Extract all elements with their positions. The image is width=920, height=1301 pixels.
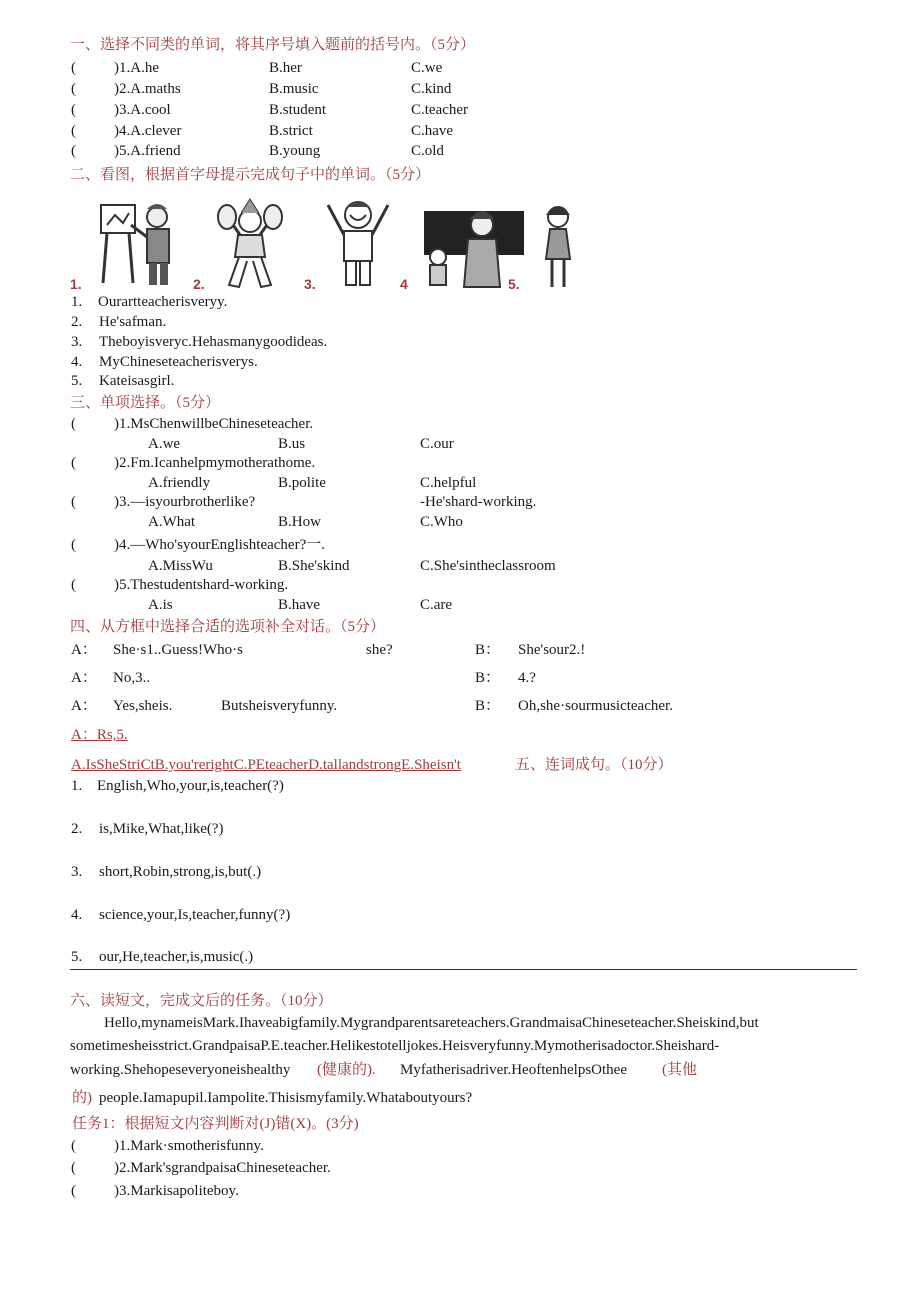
option-c: C.Who xyxy=(420,514,463,530)
clown-picture xyxy=(205,195,295,295)
item-text: our,He,teacher,is,music(.) xyxy=(99,949,254,965)
section2-title: 二、看图，根据首字母提示完成句子中的单词。（5分） xyxy=(70,167,431,183)
passage-gloss: 的) xyxy=(72,1090,92,1106)
item-number: 1. xyxy=(71,778,83,794)
question-text: )4.—Who'syourEnglishteacher?一. xyxy=(114,537,325,553)
section5-title: 五、连词成句。（10分） xyxy=(515,757,673,773)
answer-bracket[interactable]: ( xyxy=(71,60,76,76)
speaker-a: A： xyxy=(71,698,97,714)
option-b: B.strict xyxy=(269,123,313,139)
option-c: C.teacher xyxy=(411,102,469,118)
option-a: A.What xyxy=(148,514,196,530)
option-c: C.old xyxy=(411,143,444,159)
item-text: short,Robin,strong,is,but(.) xyxy=(99,864,262,880)
clever-boy-picture xyxy=(318,195,398,295)
option-c: C.are xyxy=(420,597,453,613)
item-text: science,your,Is,teacher,funny(?) xyxy=(99,907,291,923)
option-c: C.we xyxy=(411,60,443,76)
picture-label: 5. xyxy=(508,276,520,292)
answer-bracket[interactable]: ( xyxy=(71,537,76,553)
passage-text: working.Shehopeseveryoneishealthy xyxy=(70,1062,291,1078)
passage-text: Myfatherisadriver.HeoftenhelpsOthee xyxy=(400,1062,627,1078)
dialogue-answer: -He'shard-working. xyxy=(420,494,537,510)
section3-title: 三、单项选择。（5分） xyxy=(70,395,221,411)
question-text: )1.MsChenwillbeChineseteacher. xyxy=(114,416,314,432)
picture-label: 1. xyxy=(70,276,82,292)
question-text: )5.Thestudentshard-working. xyxy=(114,577,289,593)
speaker-a-text-cont: she? xyxy=(366,642,393,658)
item-number: 5. xyxy=(71,949,83,965)
question-option-a: )4.A.clever xyxy=(114,123,182,139)
option-a: A.is xyxy=(148,597,173,613)
task1-title: 任务1：根据短文内容判断对(J)错(X)。(3分) xyxy=(72,1116,359,1132)
speaker-b-text: Oh,she·sourmusicteacher. xyxy=(518,698,673,714)
option-a: A.friendly xyxy=(148,475,211,491)
statement: )2.Mark'sgrandpaisaChineseteacher. xyxy=(114,1160,331,1176)
option-c: C.helpful xyxy=(420,475,477,491)
answer-bracket[interactable]: ( xyxy=(71,1138,76,1154)
dialogue-line-last: A：Rs,5. xyxy=(71,727,128,743)
item-number: 3. xyxy=(71,334,83,350)
item-text: English,Who,your,is,teacher(?) xyxy=(97,778,284,794)
section1-title: 一、选择不同类的单词，将其序号填入题前的括号内。（5分） xyxy=(70,37,476,53)
item-number: 1. xyxy=(71,294,83,310)
speaker-b-text: 4.? xyxy=(518,670,536,686)
answer-bracket[interactable]: ( xyxy=(71,102,76,118)
option-c: C.have xyxy=(411,123,454,139)
question-option-a: )1.A.he xyxy=(114,60,159,76)
question-option-a: )5.A.friend xyxy=(114,143,181,159)
speaker-a: A： xyxy=(71,642,97,658)
item-text: He'safman. xyxy=(99,314,167,330)
option-a: A.MissWu xyxy=(148,558,213,574)
option-b: B.polite xyxy=(278,475,326,491)
item-number: 2. xyxy=(71,821,83,837)
option-b: B.have xyxy=(278,597,321,613)
statement: )1.Mark·smotherisfunny. xyxy=(114,1138,264,1154)
section4-title: 四、从方框中选择合适的选项补全对话。（5分） xyxy=(70,619,386,635)
option-b: B.music xyxy=(269,81,319,97)
item-text: Theboyisveryc.Hehasmanygoodideas. xyxy=(99,334,328,350)
question-text: )3.—isyourbrotherlike? xyxy=(114,494,256,510)
answer-bracket[interactable]: ( xyxy=(71,123,76,139)
item-text: Kateisasgirl. xyxy=(99,373,175,389)
passage-gloss: (其他 xyxy=(662,1062,697,1078)
speaker-b: B： xyxy=(475,698,501,714)
speaker-a: A： xyxy=(71,670,97,686)
option-b: B.us xyxy=(278,436,306,452)
speaker-a-text: She·s1..Guess!Who·s xyxy=(113,642,243,658)
answer-bracket[interactable]: ( xyxy=(71,455,76,471)
girl-picture xyxy=(538,195,578,295)
option-b: B.How xyxy=(278,514,321,530)
option-c: C.She'sintheclassroom xyxy=(420,558,556,574)
option-b: B.student xyxy=(269,102,327,118)
option-box: A.IsSheStriCtB.you'rerightC.PEteacherD.tallandstrongE.Sheisn't xyxy=(71,757,461,773)
answer-bracket[interactable]: ( xyxy=(71,1183,76,1199)
item-text: Ourartteacherisveryy. xyxy=(98,294,228,310)
item-number: 5. xyxy=(71,373,83,389)
speaker-a-text: Yes,sheis. xyxy=(113,698,173,714)
item-text: is,Mike,What,like(?) xyxy=(99,821,224,837)
answer-bracket[interactable]: ( xyxy=(71,577,76,593)
picture-label: 2. xyxy=(193,276,205,292)
passage-text: people.Iamapupil.Iampolite.Thisismyfamily.Whataboutyours? xyxy=(99,1090,473,1106)
answer-bracket[interactable]: ( xyxy=(71,416,76,432)
answer-bracket[interactable]: ( xyxy=(71,143,76,159)
question-text: )2.Fm.Icanhelpmymotherathome. xyxy=(114,455,316,471)
item-number: 3. xyxy=(71,864,83,880)
option-c: C.kind xyxy=(411,81,452,97)
speaker-b: B： xyxy=(475,642,501,658)
option-b: B.her xyxy=(269,60,302,76)
item-text: MyChineseteacherisverys. xyxy=(99,354,258,370)
answer-bracket[interactable]: ( xyxy=(71,81,76,97)
speaker-a-text-cont: Butsheisveryfunny. xyxy=(221,698,338,714)
item-number: 2. xyxy=(71,314,83,330)
item-number: 4. xyxy=(71,354,83,370)
option-b: B.young xyxy=(269,143,321,159)
speaker-a-text: No,3.. xyxy=(113,670,151,686)
passage-gloss: (健康的). xyxy=(317,1062,376,1078)
art-teacher-picture xyxy=(95,195,185,295)
answer-bracket[interactable]: ( xyxy=(71,494,76,510)
picture-label: 3. xyxy=(304,276,316,292)
speaker-b-text: She'sour2.! xyxy=(518,642,586,658)
option-a: A.we xyxy=(148,436,181,452)
answer-rule xyxy=(70,969,857,970)
passage-line: sometimesheisstrict.GrandpaisaP.E.teacher.Helikestotelljokes.Heisveryfunny.Mymotherisadoctor.Sheishard- xyxy=(70,1038,720,1054)
speaker-b: B： xyxy=(475,670,501,686)
option-b: B.She'skind xyxy=(278,558,350,574)
question-option-a: )2.A.maths xyxy=(114,81,181,97)
question-option-a: )3.A.cool xyxy=(114,102,171,118)
option-c: C.our xyxy=(420,436,454,452)
section6-title: 六、读短文，完成文后的任务。（10分） xyxy=(70,993,333,1009)
answer-bracket[interactable]: ( xyxy=(71,1160,76,1176)
picture-label: 4 xyxy=(400,276,408,292)
statement: )3.Markisapoliteboy. xyxy=(114,1183,239,1199)
item-number: 4. xyxy=(71,907,83,923)
passage-line: Hello,mynameisMark.Ihaveabigfamily.Mygrandparentsareteachers.GrandmaisaChineseteacher.Sheiskind,but xyxy=(104,1015,759,1031)
